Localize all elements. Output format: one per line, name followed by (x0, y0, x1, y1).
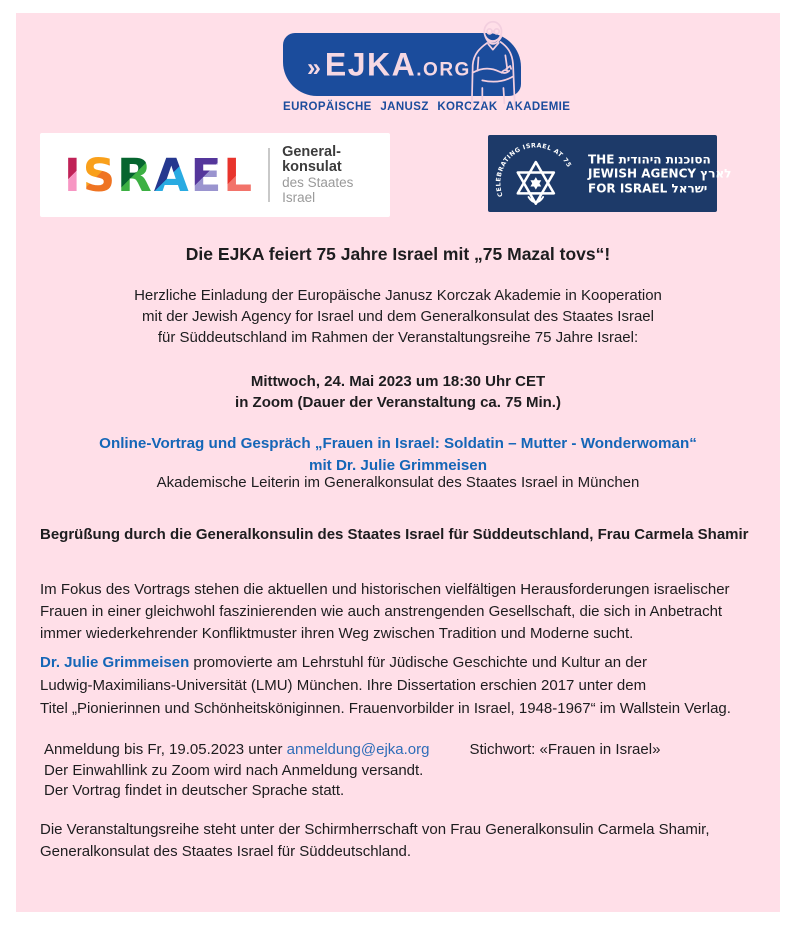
speaker-name: Dr. Julie Grimmeisen (40, 654, 190, 671)
event-title (16, 433, 780, 476)
jewish-agency-logo (488, 135, 732, 212)
israel-wordmark (64, 148, 255, 202)
ejka-logo-box (283, 33, 521, 96)
event-datetime (16, 371, 780, 413)
bio-line (40, 651, 770, 674)
agency-arc-text: CELEBRATING ISRAEL AT 75 (495, 142, 573, 198)
bio-paragraph (40, 651, 770, 720)
intro-line: mit der Jewish Agency for Israel und dem Generalkonsulat des Staates Israel (142, 308, 654, 325)
patronage-footer (40, 819, 764, 863)
israel-consulate-logo (40, 133, 390, 217)
ejka-brand-name: EJKA (324, 46, 417, 82)
datetime-line: in Zoom (Dauer der Veranstaltung ca. 75 Min.) (235, 394, 561, 411)
footer-line: Generalkonsulat des Staates Israel für Süddeutschland. (40, 843, 412, 860)
israel-letter: I (64, 148, 83, 202)
star-of-david-icon (492, 137, 588, 210)
israel-letter: E (190, 148, 224, 202)
agency-wordmark (588, 152, 731, 196)
event-title-line: mit Dr. Julie Grimmeisen (308, 456, 488, 474)
registration-line: Der Einwahllink zu Zoom wird nach Anmeldung versandt. (44, 761, 424, 779)
ejka-logo (283, 33, 571, 113)
datetime-line: Mittwoch, 24. Mai 2023 um 18:30 Uhr CET (250, 373, 546, 390)
israel-letter: S (82, 148, 118, 202)
chevrons-icon: » (307, 53, 321, 81)
registration-keyword: Stichwort: «Frauen in Israel» (469, 741, 661, 758)
registration-email-link[interactable]: anmeldung@ejka.org (286, 741, 430, 758)
bio-line: Titel „Pionierinnen und Schönheitsköniginnen. Frauenvorbilder in Israel, 1948-1967“ im Wallstein Verlag. (40, 700, 731, 717)
intro-paragraph (16, 285, 780, 348)
intro-line: Herzliche Einladung der Europäische Janusz Korczak Akademie in Kooperation (134, 287, 662, 304)
consulate-line: konsulat (282, 159, 342, 175)
event-subtitle: Akademische Leiterin im Generalkonsulat des Staates Israel in München (156, 474, 640, 491)
agency-line: JEWISH AGENCY לארץ (588, 166, 732, 181)
svg-text:CELEBRATING ISRAEL AT 75 (495, 142, 572, 197)
ejka-brand-text (307, 46, 471, 83)
bio-line-rest: promovierte am Lehrstuhl für Jüdische Geschichte und Kultur an der (189, 654, 647, 671)
registration-line (44, 740, 764, 761)
consulate-line: General- (282, 144, 341, 160)
israel-letter: A (153, 148, 191, 202)
logo-divider (268, 148, 270, 202)
agency-line: THE הסוכנות היהודית (588, 151, 711, 166)
registration-line: Der Vortrag findet in deutscher Sprache statt. (44, 782, 345, 799)
event-title-line: Online-Vortrag und Gespräch „Frauen in Israel: Soldatin – Mutter - Wonderwoman“ (99, 435, 697, 452)
bio-line: Ludwig-Maximilians-Universität (LMU) München. Ihre Dissertation erschien 2017 unter dem (40, 677, 647, 694)
israel-letter: L (223, 148, 255, 202)
consulate-label (282, 145, 353, 205)
greeting-line: Begrüßung durch die Generalkonsulin des Staates Israel für Süddeutschland, Frau Carmela Shamir (40, 526, 749, 543)
ejka-brand-tld: .ORG (416, 59, 471, 80)
focus-line: immer wiederkehrender Konfliktmuster ihren Weg zwischen Tradition und Moderne sucht. (40, 625, 634, 642)
israel-letter: R (117, 148, 154, 202)
focus-line: Frauen in einer gleichwohl faszinierenden wie auch anstrengenden Gesellschaft, die sich in Anbetracht (40, 603, 723, 620)
page-title: Die EJKA feiert 75 Jahre Israel mit „75 Mazal tovs“! (185, 244, 611, 264)
registration-block (44, 740, 764, 802)
intro-line: für Süddeutschland im Rahmen der Veranstaltungsreihe 75 Jahre Israel: (157, 329, 639, 346)
ejka-tagline: EUROPÄISCHE JANUSZ KORCZAK AKADEMIE (283, 101, 571, 113)
consulate-line: des Staates (282, 175, 354, 190)
korczak-figure-icon (459, 17, 521, 113)
focus-line: Im Fokus des Vortrags stehen die aktuellen und historischen vielfältigen Herausforderungen israelischer (40, 581, 730, 598)
flyer-panel (16, 13, 780, 912)
focus-paragraph (40, 579, 764, 645)
footer-line: Die Veranstaltungsreihe steht unter der Schirmherrschaft von Frau Generalkonsulin Carmela Shamir, (40, 821, 710, 838)
agency-line: FOR ISRAEL ישראל (588, 180, 708, 195)
consulate-line: Israel (282, 190, 316, 205)
registration-prefix: Anmeldung bis Fr, 19.05.2023 unter (44, 741, 287, 758)
